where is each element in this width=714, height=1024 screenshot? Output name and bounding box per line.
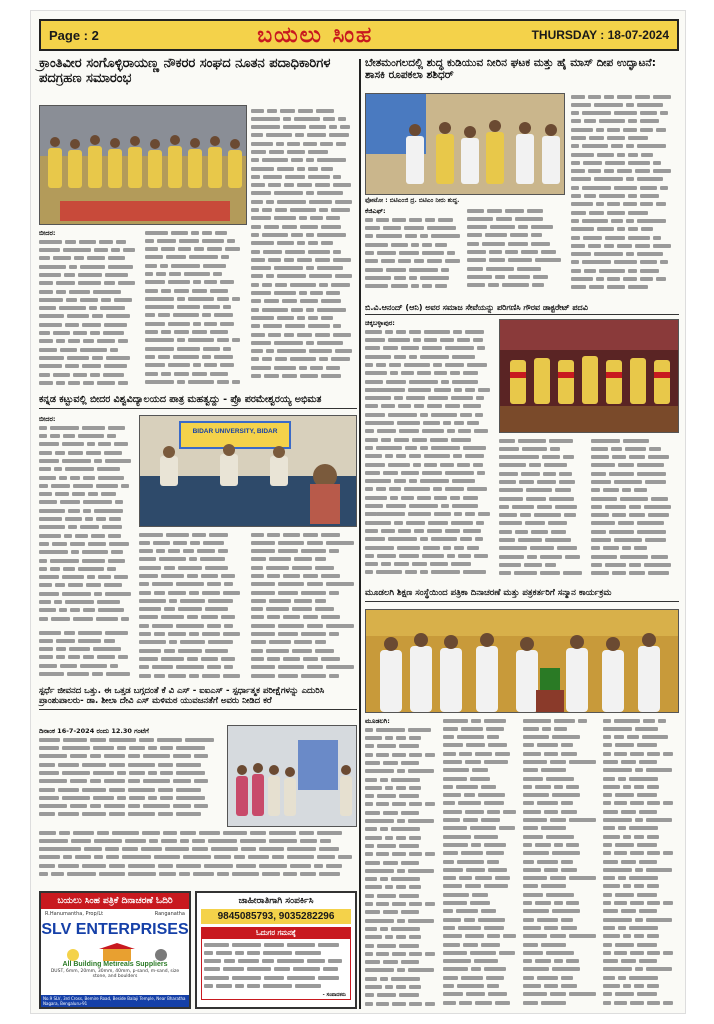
article-body: ಬೀದರ: [39,229,140,389]
article-body [251,107,357,389]
ad-brand: SLV ENTERPRISES [41,921,189,938]
article-body [443,717,519,1009]
newspaper-title: ಬಯಲು ಸಿಂಹ [257,22,374,48]
seminar-photo [227,725,357,827]
doctorate-ceremony-photo [499,319,679,433]
column-divider [359,59,361,1009]
article-body: ದಿನಾಂಕ 16-7-2024 ರಂದು 12.30 ಗಂಟೆಗೆ [39,727,223,825]
article-body [571,93,679,297]
article-body [139,531,245,681]
university-banner: BIDAR UNIVERSITY, BIDAR [192,428,278,435]
water-plant-inauguration-photo [365,93,565,195]
article-body [603,717,679,1009]
page-number: Page : 2 [49,27,99,43]
masthead [39,19,679,51]
notice-signature: - ಸಂಪಾದಕರು [322,992,346,998]
article-body [39,629,135,681]
article-body: ಚಿಕ್ಕಬಳ್ಳಾಪುರ: [365,319,495,583]
article-headline: ಕ್ರಾಂತಿವೀರ ಸಂಗೊಳ್ಳಿರಾಯಣ್ಣ ನೌಕರರ ಸಂಘದ ನೂತನ ಪದಾಧಿಕಾರಿಗಳ ಪದಗ್ರಹಣ ಸಮಾರಂಭ [39,56,331,86]
ad-contact-label: ಜಾಹೀರಾತಿಗಾಗಿ ಸಂಪರ್ಕಿಸಿ [238,896,314,906]
ad-header: ಬಯಲು ಸಿಂಹ ಪತ್ರಿಕೆ ದಿನಾಚರಣೆ ಓದಿರಿ [41,893,189,909]
ad-proprietors: R.Hanumantha, Prop/Lt Ranganatha [45,911,185,917]
slv-enterprises-ad [39,891,191,1009]
advertising-contact-box [195,891,357,1009]
university-meeting-photo [139,415,357,527]
group-photo [39,105,247,225]
issue-date: THURSDAY : 18-07-2024 [531,28,669,42]
article-body [145,229,245,389]
article-body [467,207,565,297]
article-body: ಬೀದರ: [39,415,135,625]
article-body [499,437,587,583]
article-headline: ಮೂಡಲಗಿ ಶಿಕ್ಷಣ ಸಂಸ್ಥೆಯಿಂದ ಪತ್ರಿಕಾ ದಿನಾಚರಣೆ ಮತ್ತು ಪತ್ರಕರ್ತರಿಗೆ ಸನ್ಮಾನ ಕಾರ್ಯಕ್ರಮ [365,589,679,602]
article-headline: ಸ್ಪರ್ಧೆ ಜೀವನದ ಒತ್ತು. ಈ ಒತ್ತಡ ಬಗ್ಗದಂತೆ ಕೆ ವಿ ಎಸ್ - ಐಐಎಸ್ - ಸ್ಪರ್ಧಾತ್ಮಕ ಪರೀಕ್ಷೆಗಳನ್ನು ಎದುರಿಸಿ ಪ್ರಾಂಶುಪಾಲರು- ಡಾ. ಶೀಲಾ ದೇವಿ ಎಸ್ ಮಳಿಮಠ ಯುವಜನತೆಗೆ ಅವರು ನೀಡಿದ ಕರೆ [39,687,357,710]
newspaper-page [30,10,686,1014]
notice-title: ಓದುಗರ ಗಮನಕ್ಕೆ [202,928,350,939]
construction-icon [43,943,191,963]
article-headline: ಕನ್ನಡ ಕಟ್ಟುವಲ್ಲಿ ಬೀದರ ವಿಶ್ವವಿದ್ಯಾಲಯದ ಪಾತ್ರ ಮಹತ್ವದ್ದು - ಪ್ರೊ ಪರಮೇಶ್ವರಯ್ಯ ಅಭಿಮತ [39,395,357,409]
ad-contact-phones: 9845085793, 9035282296 [201,909,351,924]
ad-products: DUST, 6mm, 20mm, 30mm, 40mm, p-sand, m-sand, size stone, and boulders [50,969,180,979]
journalist-felicitation-photo [365,609,679,713]
readers-notice [201,927,351,1000]
article-headline: ಬೇತಮಂಗಲದಲ್ಲಿ ಶುದ್ಧ ಕುಡಿಯುವ ನೀರಿನ ಘಟಕ ಮತ್ತು ಹೈ ಮಾಸ್ ದೀಪ ಉದ್ಘಾಟನೆ: ಶಾಸಕಿ ರೂಪಕಲಾ ಶಶಿಧರ್ [365,57,656,82]
ad-tagline: All Building Metireals Suppliers [62,961,168,968]
article-body: ಕೆಜಿಎಫ್: [365,207,463,297]
article-body: ಮೂಡಲಗಿ: [365,717,439,1009]
article-body [39,829,357,887]
article-headline: ಬಿ.ವಿ.ಆನಂದ್ (ಆನಿ) ಅವರ ಸಮಾಜ ಸೇವೆಯನ್ನು ಪರಿಗಣಿಸಿ ಗೌರವ ಡಾಕ್ಟರೇಟ್ ಪದವಿ [365,303,679,315]
ad-address: No.9 SLV, 3rd Cross, Bemire Road, Beside Balaji Temple, Near Bharatha Nagara, Bengaluru-91 [41,995,189,1007]
article-body [251,531,357,681]
article-body [591,437,679,583]
article-body [523,717,599,1009]
photo-caption: ಫೋಟೋ : ಬಿಟಿಎಂಜಿ ದ್ರ. ಬಿಟಿಎಂ ನೀರು ಶುದ್ಧ. [365,197,460,204]
notice-body [202,939,350,991]
